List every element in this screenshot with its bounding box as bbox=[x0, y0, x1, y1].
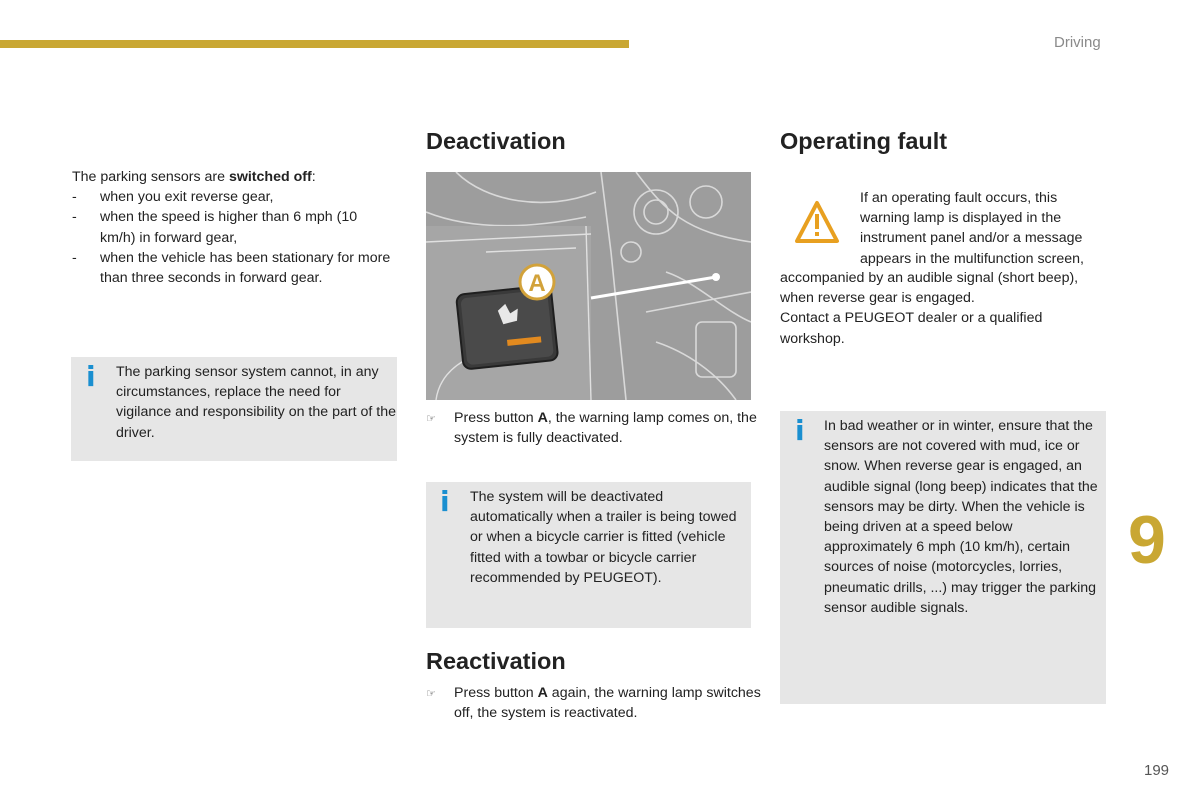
fault-contact: Contact a PEUGEOT dealer or a qualified workshop. bbox=[780, 310, 1043, 347]
reactivation-step: ☞ Press button A again, the warning lamp switches off, the system is reactivated. bbox=[426, 685, 761, 722]
warning-triangle-icon bbox=[794, 200, 840, 244]
info-icon: i bbox=[440, 485, 450, 518]
bullet-icon: ☞ bbox=[426, 688, 436, 700]
switched-off-block bbox=[72, 167, 392, 288]
dashboard-illustration bbox=[426, 172, 751, 400]
operating-fault-heading: Operating fault bbox=[780, 128, 948, 154]
info-icon: i bbox=[795, 414, 805, 447]
chapter-number: 9 bbox=[1128, 502, 1166, 578]
switched-off-intro: The parking sensors are switched off: bbox=[72, 169, 316, 185]
dashboard-illustration-svg bbox=[426, 172, 751, 400]
fault-text-continued bbox=[780, 268, 1110, 349]
deactivation-step: ☞ Press button A, the warning lamp comes on, the system is fully deactivated. bbox=[426, 410, 757, 447]
figure-label-a: A bbox=[528, 270, 546, 297]
section-label: Driving bbox=[1054, 34, 1101, 51]
info-icon: i bbox=[86, 360, 96, 393]
switched-off-conditions bbox=[72, 187, 392, 288]
info-text: The system will be deactivated automatically when a trailer is being towed or when a bicycle carrier is fitted (vehicle fitted with a towbar or bicycle carrier recommended by PEUGEOT). bbox=[470, 489, 737, 586]
info-text: In bad weather or in winter, ensure that the sensors are not covered with mud, ice or snow. When reverse gear is engaged, an audible signal (long beep) indicates that the sensors may be dirty. When the vehicle is being driven at a speed below approximately 6 mph (10 km/h), certain sources of noise (motorcycles, lorries, pneumatic drills, ...) may trigger the parking sensor audible signals. bbox=[824, 418, 1098, 616]
reactivation-heading: Reactivation bbox=[426, 648, 566, 674]
deactivation-heading: Deactivation bbox=[426, 128, 566, 154]
condition-item: - when the vehicle has been stationary for more than three seconds in forward gear. bbox=[72, 248, 392, 288]
header-accent-bar bbox=[0, 40, 629, 48]
fault-text-audible: accompanied by an audible signal (short beep), when reverse gear is engaged. bbox=[780, 270, 1079, 307]
fault-text-wrapped: If an operating fault occurs, this warning lamp is displayed in the instrument panel and/or a message appears in the multifunction screen, bbox=[860, 190, 1084, 267]
info-box-vigilance bbox=[71, 357, 397, 461]
condition-item: - when you exit reverse gear, bbox=[72, 187, 392, 207]
condition-item: - when the speed is higher than 6 mph (10 km/h) in forward gear, bbox=[72, 207, 392, 247]
bullet-icon: ☞ bbox=[426, 413, 436, 425]
info-box-trailer bbox=[426, 482, 751, 628]
page-number: 199 bbox=[1144, 762, 1170, 779]
info-box-weather bbox=[780, 411, 1106, 704]
info-text: The parking sensor system cannot, in any circumstances, replace the need for vigilance and responsibility on the part of the driver. bbox=[116, 364, 396, 441]
